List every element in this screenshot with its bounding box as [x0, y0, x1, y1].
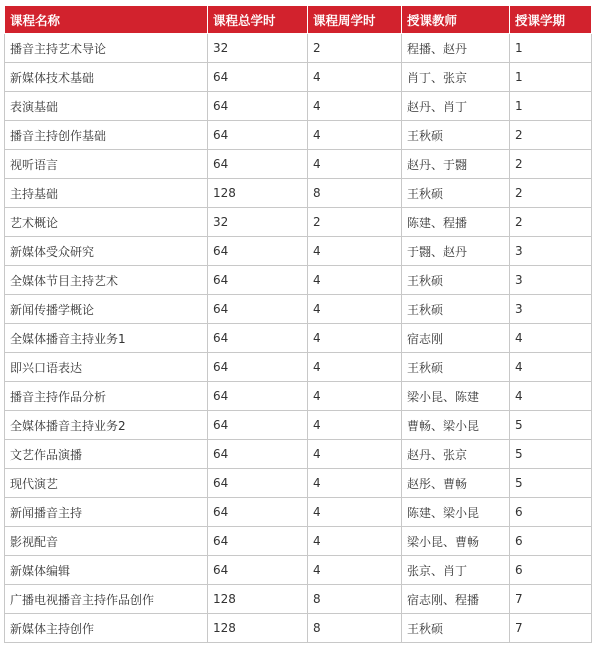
- cell-teacher: 宿志刚、程播: [402, 585, 510, 614]
- cell-course-name: 表演基础: [5, 92, 208, 121]
- table-row: [5, 614, 592, 643]
- table-row: [5, 34, 592, 63]
- cell-semester: 4: [510, 382, 592, 411]
- table-row: [5, 295, 592, 324]
- cell-course-name: 新媒体编辑: [5, 556, 208, 585]
- cell-semester: 4: [510, 324, 592, 353]
- cell-total-hours: 64: [208, 556, 308, 585]
- cell-total-hours: 64: [208, 382, 308, 411]
- cell-semester: 6: [510, 498, 592, 527]
- cell-weekly-hours: 4: [308, 237, 402, 266]
- cell-weekly-hours: 8: [308, 179, 402, 208]
- cell-course-name: 新媒体主持创作: [5, 614, 208, 643]
- table-row: [5, 92, 592, 121]
- cell-weekly-hours: 4: [308, 150, 402, 179]
- cell-teacher: 王秋硕: [402, 266, 510, 295]
- table-row: [5, 556, 592, 585]
- header-teacher: 授课教师: [402, 6, 510, 34]
- cell-weekly-hours: 4: [308, 498, 402, 527]
- cell-total-hours: 64: [208, 150, 308, 179]
- header-weekly-hours: 课程周学时: [308, 6, 402, 34]
- table-row: [5, 179, 592, 208]
- cell-semester: 5: [510, 440, 592, 469]
- cell-total-hours: 64: [208, 63, 308, 92]
- cell-weekly-hours: 4: [308, 527, 402, 556]
- table-row: [5, 266, 592, 295]
- cell-course-name: 播音主持艺术导论: [5, 34, 208, 63]
- cell-semester: 2: [510, 208, 592, 237]
- cell-teacher: 程播、赵丹: [402, 34, 510, 63]
- cell-teacher: 王秋硕: [402, 614, 510, 643]
- cell-teacher: 肖丁、张京: [402, 63, 510, 92]
- table-row: [5, 63, 592, 92]
- cell-teacher: 宿志刚: [402, 324, 510, 353]
- cell-course-name: 影视配音: [5, 527, 208, 556]
- cell-weekly-hours: 4: [308, 556, 402, 585]
- course-table-container: [4, 5, 591, 643]
- cell-teacher: 梁小昆、曹畅: [402, 527, 510, 556]
- cell-teacher: 梁小昆、陈建: [402, 382, 510, 411]
- cell-weekly-hours: 4: [308, 92, 402, 121]
- cell-course-name: 文艺作品演播: [5, 440, 208, 469]
- table-row: [5, 469, 592, 498]
- cell-teacher: 于翾、赵丹: [402, 237, 510, 266]
- table-row: [5, 498, 592, 527]
- cell-course-name: 视听语言: [5, 150, 208, 179]
- cell-total-hours: 64: [208, 266, 308, 295]
- cell-weekly-hours: 4: [308, 266, 402, 295]
- cell-course-name: 即兴口语表达: [5, 353, 208, 382]
- cell-total-hours: 64: [208, 498, 308, 527]
- cell-semester: 3: [510, 295, 592, 324]
- table-row: [5, 585, 592, 614]
- table-row: [5, 527, 592, 556]
- header-total-hours: 课程总学时: [208, 6, 308, 34]
- cell-weekly-hours: 2: [308, 208, 402, 237]
- cell-semester: 4: [510, 353, 592, 382]
- cell-total-hours: 64: [208, 411, 308, 440]
- cell-weekly-hours: 4: [308, 440, 402, 469]
- cell-course-name: 全媒体播音主持业务1: [5, 324, 208, 353]
- cell-weekly-hours: 4: [308, 121, 402, 150]
- cell-course-name: 主持基础: [5, 179, 208, 208]
- cell-total-hours: 128: [208, 614, 308, 643]
- course-table: [4, 5, 592, 643]
- cell-teacher: 赵丹、肖丁: [402, 92, 510, 121]
- header-semester: 授课学期: [510, 6, 592, 34]
- table-row: [5, 411, 592, 440]
- table-row: [5, 440, 592, 469]
- cell-teacher: 曹畅、梁小昆: [402, 411, 510, 440]
- cell-course-name: 新闻播音主持: [5, 498, 208, 527]
- cell-weekly-hours: 4: [308, 63, 402, 92]
- cell-semester: 5: [510, 469, 592, 498]
- cell-weekly-hours: 4: [308, 382, 402, 411]
- cell-course-name: 播音主持作品分析: [5, 382, 208, 411]
- table-row: [5, 324, 592, 353]
- cell-teacher: 陈建、程播: [402, 208, 510, 237]
- header-row: [5, 6, 592, 34]
- cell-semester: 1: [510, 92, 592, 121]
- table-row: [5, 150, 592, 179]
- cell-total-hours: 32: [208, 208, 308, 237]
- cell-weekly-hours: 8: [308, 585, 402, 614]
- cell-semester: 1: [510, 34, 592, 63]
- cell-course-name: 艺术概论: [5, 208, 208, 237]
- cell-total-hours: 64: [208, 121, 308, 150]
- cell-total-hours: 64: [208, 440, 308, 469]
- cell-teacher: 张京、肖丁: [402, 556, 510, 585]
- cell-course-name: 新媒体技术基础: [5, 63, 208, 92]
- table-body: [5, 34, 592, 643]
- header-course-name: 课程名称: [5, 6, 208, 34]
- cell-weekly-hours: 4: [308, 324, 402, 353]
- cell-course-name: 广播电视播音主持作品创作: [5, 585, 208, 614]
- cell-total-hours: 64: [208, 92, 308, 121]
- cell-course-name: 新媒体受众研究: [5, 237, 208, 266]
- cell-weekly-hours: 4: [308, 469, 402, 498]
- cell-semester: 2: [510, 121, 592, 150]
- cell-semester: 2: [510, 150, 592, 179]
- table-row: [5, 237, 592, 266]
- cell-teacher: 王秋硕: [402, 121, 510, 150]
- cell-weekly-hours: 8: [308, 614, 402, 643]
- cell-course-name: 全媒体播音主持业务2: [5, 411, 208, 440]
- cell-weekly-hours: 4: [308, 353, 402, 382]
- cell-semester: 1: [510, 63, 592, 92]
- cell-teacher: 王秋硕: [402, 353, 510, 382]
- cell-total-hours: 128: [208, 585, 308, 614]
- cell-teacher: 赵丹、于翾: [402, 150, 510, 179]
- cell-semester: 5: [510, 411, 592, 440]
- cell-total-hours: 32: [208, 34, 308, 63]
- cell-teacher: 赵彤、曹畅: [402, 469, 510, 498]
- table-row: [5, 353, 592, 382]
- cell-total-hours: 64: [208, 295, 308, 324]
- cell-course-name: 新闻传播学概论: [5, 295, 208, 324]
- cell-semester: 3: [510, 237, 592, 266]
- table-row: [5, 382, 592, 411]
- cell-teacher: 王秋硕: [402, 295, 510, 324]
- cell-semester: 6: [510, 556, 592, 585]
- cell-semester: 7: [510, 585, 592, 614]
- cell-total-hours: 128: [208, 179, 308, 208]
- cell-teacher: 陈建、梁小昆: [402, 498, 510, 527]
- cell-course-name: 全媒体节目主持艺术: [5, 266, 208, 295]
- cell-teacher: 王秋硕: [402, 179, 510, 208]
- cell-semester: 2: [510, 179, 592, 208]
- cell-semester: 7: [510, 614, 592, 643]
- cell-teacher: 赵丹、张京: [402, 440, 510, 469]
- table-row: [5, 208, 592, 237]
- cell-total-hours: 64: [208, 527, 308, 556]
- cell-weekly-hours: 4: [308, 295, 402, 324]
- cell-weekly-hours: 2: [308, 34, 402, 63]
- cell-weekly-hours: 4: [308, 411, 402, 440]
- cell-course-name: 播音主持创作基础: [5, 121, 208, 150]
- cell-course-name: 现代演艺: [5, 469, 208, 498]
- table-row: [5, 121, 592, 150]
- cell-total-hours: 64: [208, 324, 308, 353]
- cell-total-hours: 64: [208, 469, 308, 498]
- cell-total-hours: 64: [208, 353, 308, 382]
- cell-semester: 3: [510, 266, 592, 295]
- cell-semester: 6: [510, 527, 592, 556]
- cell-total-hours: 64: [208, 237, 308, 266]
